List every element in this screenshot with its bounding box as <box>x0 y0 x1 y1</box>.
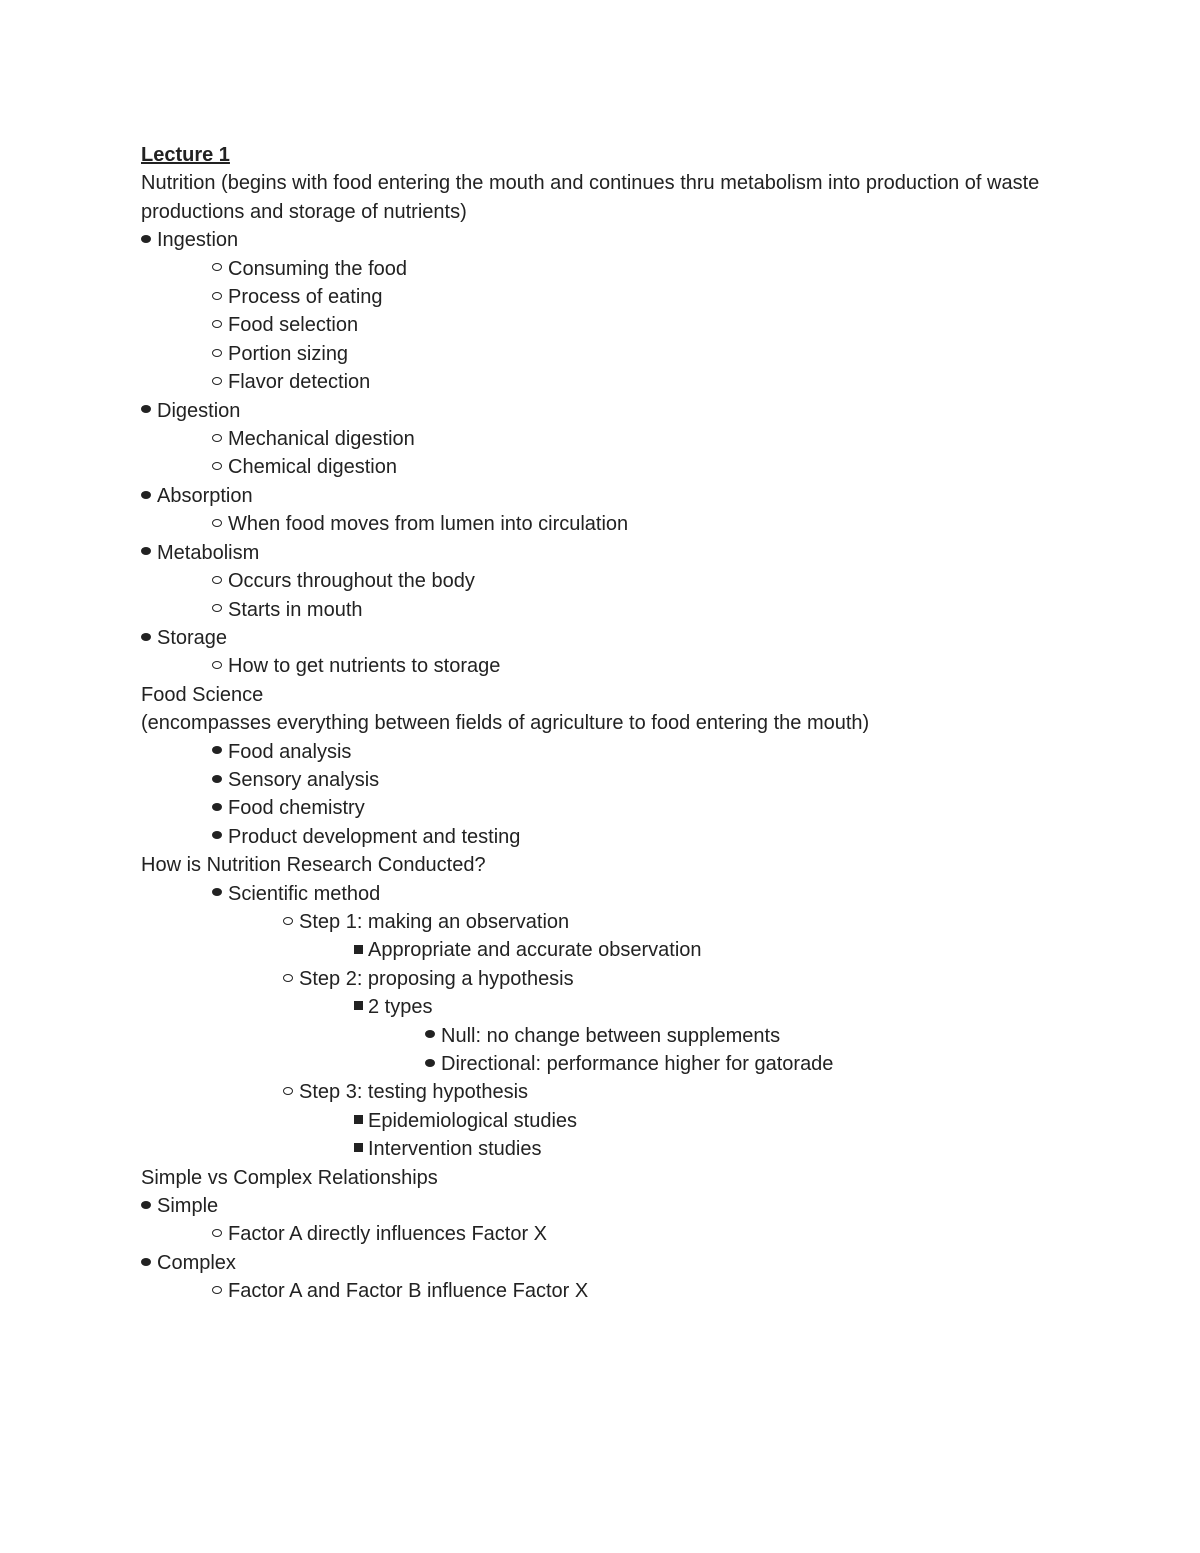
list-item-complex: Complex <box>141 1249 1101 1277</box>
disc-bullet-icon <box>141 1258 151 1266</box>
circle-bullet-icon <box>212 576 222 584</box>
list-item: Factor A directly influences Factor X <box>141 1220 1101 1248</box>
document-title: Lecture 1 <box>141 144 230 166</box>
circle-bullet-icon <box>212 462 222 470</box>
list-item-scientific-method: Scientific method <box>141 880 1101 908</box>
list-item: Food selection <box>141 311 1101 339</box>
food-science-description: (encompasses everything between fields of agriculture to food entering the mouth) <box>141 712 870 735</box>
circle-bullet-icon <box>283 974 293 982</box>
list-item: Food analysis <box>141 738 1101 766</box>
circle-bullet-icon <box>212 320 222 328</box>
circle-bullet-icon <box>212 263 222 271</box>
list-item-step-2: Step 2: proposing a hypothesis <box>141 965 1101 993</box>
list-item: Sensory analysis <box>141 766 1101 794</box>
list-item: Chemical digestion <box>141 453 1101 481</box>
disc-bullet-icon <box>212 775 222 783</box>
circle-bullet-icon <box>283 917 293 925</box>
list-item-step-1: Step 1: making an observation <box>141 908 1101 936</box>
list-item: Appropriate and accurate observation <box>141 936 1101 964</box>
list-item: Starts in mouth <box>141 596 1101 624</box>
list-item-simple: Simple <box>141 1192 1101 1220</box>
list-item: Intervention studies <box>141 1135 1101 1163</box>
disc-bullet-icon <box>141 235 151 243</box>
list-item: 2 types <box>141 993 1101 1021</box>
relationships-heading: Simple vs Complex Relationships <box>141 1166 438 1189</box>
circle-bullet-icon <box>212 1286 222 1294</box>
circle-bullet-icon <box>212 604 222 612</box>
circle-bullet-icon <box>212 292 222 300</box>
circle-bullet-icon <box>212 377 222 385</box>
list-item-storage: Storage <box>141 624 1101 652</box>
disc-bullet-icon <box>425 1059 435 1067</box>
list-item: How to get nutrients to storage <box>141 652 1101 680</box>
document-body <box>141 141 1101 1306</box>
food-science-heading: Food Science <box>141 683 264 706</box>
square-bullet-icon <box>354 1143 363 1152</box>
list-item: Portion sizing <box>141 340 1101 368</box>
list-item-ingestion: Ingestion <box>141 226 1101 254</box>
disc-bullet-icon <box>425 1030 435 1038</box>
disc-bullet-icon <box>212 803 222 811</box>
nutrition-intro: Nutrition (begins with food entering the mouth and continues thru metabolism into production of waste productions and storage of nutrients) <box>141 172 1040 223</box>
square-bullet-icon <box>354 1001 363 1010</box>
list-item: Mechanical digestion <box>141 425 1101 453</box>
list-item: Process of eating <box>141 283 1101 311</box>
circle-bullet-icon <box>212 1229 222 1237</box>
disc-bullet-icon <box>141 633 151 641</box>
list-item-step-3: Step 3: testing hypothesis <box>141 1078 1101 1106</box>
list-item: Epidemiological studies <box>141 1107 1101 1135</box>
circle-bullet-icon <box>283 1087 293 1095</box>
square-bullet-icon <box>354 1115 363 1124</box>
research-heading: How is Nutrition Research Conducted? <box>141 854 486 877</box>
list-item: Directional: performance higher for gatorade <box>141 1050 1101 1078</box>
circle-bullet-icon <box>212 349 222 357</box>
list-item: Occurs throughout the body <box>141 567 1101 595</box>
list-item: Food chemistry <box>141 794 1101 822</box>
list-item: Flavor detection <box>141 368 1101 396</box>
disc-bullet-icon <box>141 405 151 413</box>
circle-bullet-icon <box>212 434 222 442</box>
disc-bullet-icon <box>141 1201 151 1209</box>
list-item: Factor A and Factor B influence Factor X <box>141 1277 1101 1305</box>
list-item: Consuming the food <box>141 255 1101 283</box>
disc-bullet-icon <box>212 746 222 754</box>
disc-bullet-icon <box>212 831 222 839</box>
list-item-digestion: Digestion <box>141 397 1101 425</box>
list-item: Null: no change between supplements <box>141 1022 1101 1050</box>
list-item-metabolism: Metabolism <box>141 539 1101 567</box>
circle-bullet-icon <box>212 519 222 527</box>
circle-bullet-icon <box>212 661 222 669</box>
list-item: Product development and testing <box>141 823 1101 851</box>
disc-bullet-icon <box>141 547 151 555</box>
square-bullet-icon <box>354 945 363 954</box>
list-item: When food moves from lumen into circulation <box>141 510 1101 538</box>
list-item-absorption: Absorption <box>141 482 1101 510</box>
disc-bullet-icon <box>212 888 222 896</box>
disc-bullet-icon <box>141 491 151 499</box>
